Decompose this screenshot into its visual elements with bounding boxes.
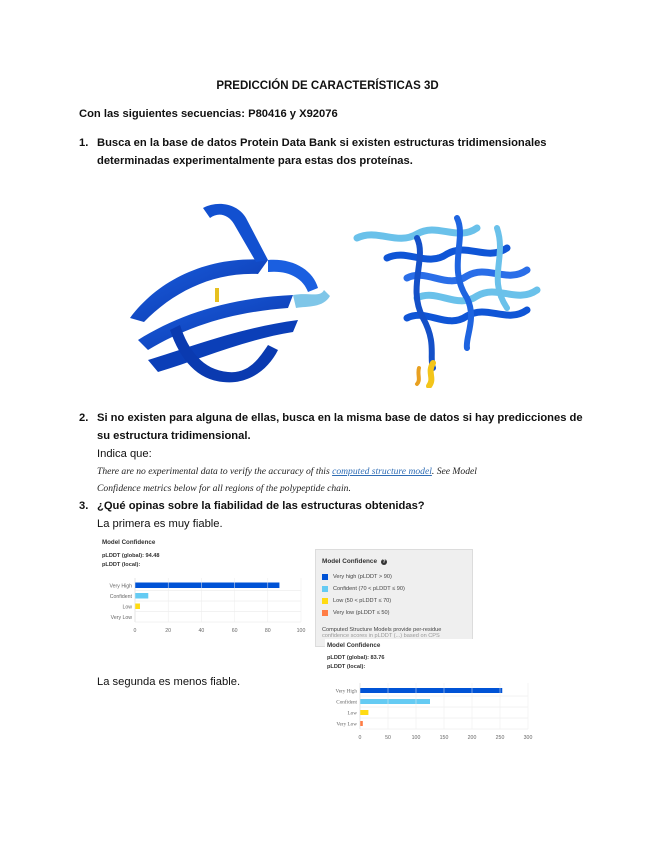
x-tick-label: 300 <box>523 735 533 741</box>
category-label: Confident <box>109 593 132 600</box>
chart2-svg <box>318 683 538 743</box>
legend-swatch <box>322 610 328 616</box>
bar <box>135 593 148 599</box>
x-tick-label: 40 <box>198 628 205 634</box>
legend-item <box>322 583 405 595</box>
chart2-global: pLDDT (global): 83.76 <box>327 655 385 661</box>
quote-text-part1: There are no experimental data to verify the accuracy of this <box>97 466 333 477</box>
q1-number: 1. <box>79 137 89 149</box>
bar <box>135 583 279 589</box>
answer-2: La segunda es menos fiable. <box>97 676 241 688</box>
category-label: Confident <box>336 699 357 706</box>
x-tick-label: 250 <box>495 735 505 741</box>
protein-structure-image-2 <box>347 198 547 388</box>
chart1-local: pLDDT (local): <box>102 562 141 568</box>
x-tick-label: 60 <box>231 628 238 634</box>
q1-line1: Busca en la base de datos Protein Data Bank si existen estructuras tridimensionales <box>97 137 547 149</box>
q3-number: 3. <box>79 500 89 512</box>
legend-footer-2: confidence scores in pLDDT (...) based on CPS <box>322 633 440 639</box>
chart1-svg <box>95 576 310 642</box>
x-tick-label: 100 <box>411 735 421 741</box>
legend-swatch <box>322 598 328 604</box>
chart2-header <box>325 639 475 671</box>
q2-number: 2. <box>79 412 89 424</box>
computed-structure-model-link[interactable]: computed structure model <box>332 466 432 477</box>
legend-title: Model Confidence <box>322 558 378 565</box>
intro-text: Con las siguientes secuencias: P80416 y X92076 <box>79 108 338 120</box>
quote-text-part2: . See Model <box>431 466 477 477</box>
category-label: Low <box>347 710 357 717</box>
x-tick-label: 20 <box>165 628 172 634</box>
quote-line2: Confidence metrics below for all regions of the polypeptide chain. <box>97 483 351 494</box>
chart1-global: pLDDT (global): 94.48 <box>102 553 160 559</box>
x-tick-label: 150 <box>439 735 449 741</box>
protein-structure-image-1 <box>118 200 333 385</box>
category-label: Low <box>122 604 132 611</box>
legend-item <box>322 571 405 583</box>
chart1-title: Model Confidence <box>102 539 156 546</box>
answer-1: La primera es muy fiable. <box>97 518 223 530</box>
x-tick-label: 50 <box>385 735 391 741</box>
legend-swatch <box>322 574 328 580</box>
bar <box>360 710 368 715</box>
x-tick-label: 200 <box>467 735 477 741</box>
x-tick-label: 80 <box>264 628 271 634</box>
bar <box>360 688 502 693</box>
x-tick-label: 0 <box>133 628 137 634</box>
x-tick-label: 0 <box>358 735 362 741</box>
chart2-local: pLDDT (local): <box>327 664 366 670</box>
chart2-title: Model Confidence <box>327 642 381 649</box>
bar <box>360 699 430 704</box>
quote-line1 <box>97 466 477 477</box>
page-title: PREDICCIÓN DE CARACTERÍSTICAS 3D <box>216 80 439 92</box>
bar <box>360 721 363 726</box>
legend-item <box>322 595 405 607</box>
legend-label: Confident (70 < pLDDT ≤ 90) <box>333 586 405 592</box>
q3-line1: ¿Qué opinas sobre la fiabilidad de las estructuras obtenidas? <box>97 500 425 512</box>
legend-item <box>322 607 405 619</box>
legend-items <box>322 571 405 619</box>
legend-label: Very low (pLDDT ≤ 50) <box>333 610 390 616</box>
model-confidence-legend <box>315 549 473 647</box>
q2-line1: Si no existen para alguna de ellas, busca en la misma base de datos si hay predicciones de <box>97 412 583 424</box>
category-label: Very High <box>335 688 357 695</box>
legend-footer-1: Computed Structure Models provide per-residue <box>322 627 442 633</box>
info-circle-icon[interactable]: ? <box>382 558 386 565</box>
q2-line2: su estructura tridimensional. <box>97 430 251 442</box>
indica-label: Indica que: <box>97 448 152 460</box>
category-label: Very Low <box>336 721 357 728</box>
category-label: Very High <box>109 583 132 590</box>
legend-label: Very high (pLDDT > 90) <box>333 574 392 580</box>
q1-line2: determinadas experimentalmente para estas dos proteínas. <box>97 155 413 167</box>
legend-swatch <box>322 586 328 592</box>
category-label: Very Low <box>110 614 132 621</box>
x-tick-label: 100 <box>296 628 306 634</box>
legend-label: Low (50 < pLDDT ≤ 70) <box>333 598 392 604</box>
bar <box>135 604 140 610</box>
